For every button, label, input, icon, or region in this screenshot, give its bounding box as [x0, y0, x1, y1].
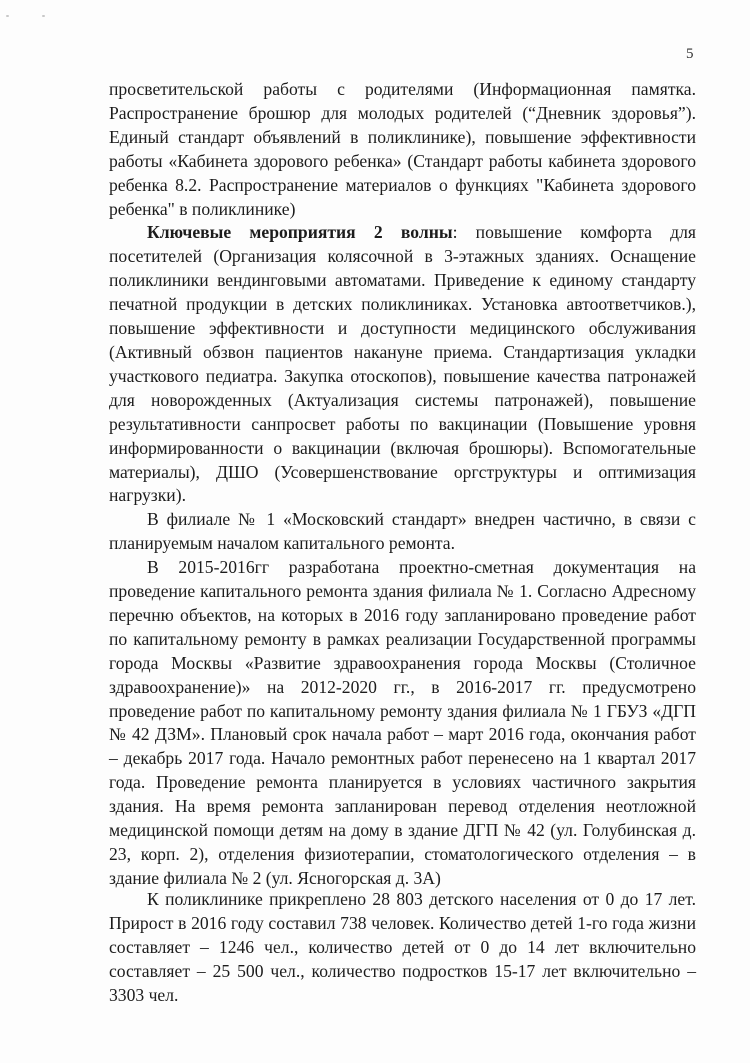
key-measures-text: : повышение комфорта для посетителей (Организация колясочной в 3-этажных зданиях. Оснащение поликлиники вендинговыми автоматами. Приведение к единому стандарту печатной продукции в детских поликлиниках. Установка автоответчиков.), повышение эффективности и доступности медицинского обслуживания (Активный обзвон пациентов накануне приема. Стандартизация укладки участкового педиатра. Закупка отоскопов), повышение качества патронажей для новорожденных (Актуализация системы патронажей), повышение результативности санпросвет работы по вакцинации (Повышение уровня информированности о вакцинации (включая брошюры). Вспомогательные материалы), ДШО (Усовершенствование оргструктуры и оптимизация нагрузки). — [109, 222, 696, 506]
scan-speck — [42, 15, 45, 17]
page-number: 5 — [686, 46, 694, 62]
paragraph-key-measures — [109, 221, 696, 508]
population-text-block — [109, 888, 696, 1008]
paragraph-capital-repair: В 2015-2016гг разработана проектно-сметная документация на проведение капитального ремонта здания филиала № 1. Согласно Адресному перечню объектов, на которых в 2016 году запланировано проведение работ по капитальному ремонту в рамках реализации Государственной программы города Москвы «Развитие здравоохранения города Москвы (Столичное здравоохранение)» на 2012-2020 гг., в 2016-2017 гг. предусмотрено проведение работ по капитальному ремонту здания филиала № 1 ГБУЗ «ДГП № 42 ДЗМ». Плановый срок начала работ – март 2016 года, окончания работ – декабрь 2017 года. Начало ремонтных работ перенесено на 1 квартал 2017 года. Проведение ремонта планируется в условиях частичного закрытия здания. На время ремонта запланирован перевод отделения неотложной медицинской помощи детям на дому в здание ДГП № 42 (ул. Голубинская д. 23, корп. 2), отделения физиотерапии, стоматологического отделения – в здание филиала № 2 (ул. Ясногорская д. 3А) — [109, 557, 696, 888]
paragraph-continuation: просветительской работы с родителями (Информационная памятка. Распространение брошюр для молодых родителей (“Дневник здоровья”). Единый стандарт объявлений в поликлинике), повышение эффективности работы «Кабинета здорового ребенка» (Стандарт работы кабинета здорового ребенка 8.2. Распространение материалов о функциях "Кабинета здорового ребенка" в поликлинике) — [109, 79, 696, 219]
scan-speck — [6, 15, 9, 17]
key-measures-heading: Ключевые мероприятия 2 волны — [147, 222, 453, 243]
paragraph-population: К поликлинике прикреплено 28 803 детского населения от 0 до 17 лет. Прирост в 2016 году составил 738 человек. Количество детей 1-го года жизни составляет – 1246 чел., количество детей от 0 до 14 лет включительно составляет – 25 500 чел., количество подростков 15-17 лет включительно – 3303 чел. — [109, 889, 696, 1005]
paragraph-branch-standard: В филиале № 1 «Московский стандарт» внедрен частично, в связи с планируемым началом капитального ремонта. — [109, 509, 696, 554]
main-text-block — [109, 78, 696, 891]
